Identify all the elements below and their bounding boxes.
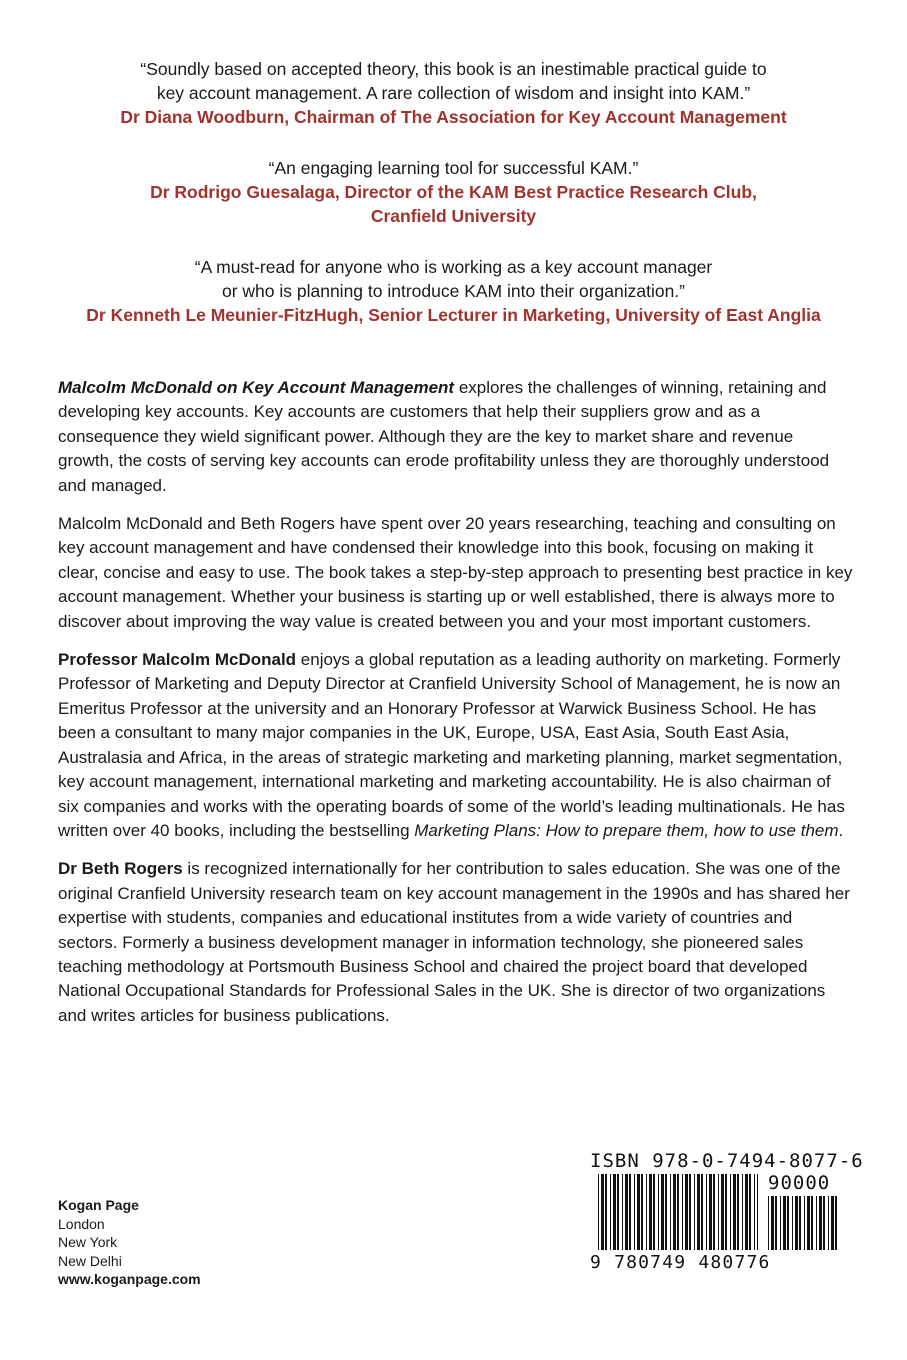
blurb-body: [58, 376, 853, 1042]
barcode-bar: [807, 1196, 810, 1250]
quote-3-line-1: “A must-read for anyone who is working as a key account manager: [194, 257, 713, 277]
barcode-bar: [637, 1174, 640, 1250]
publisher-city: New York: [58, 1234, 118, 1250]
barcode-bar: [713, 1174, 715, 1250]
publisher-city: New Delhi: [58, 1252, 122, 1269]
publisher-website[interactable]: www.koganpage.com: [58, 1271, 201, 1287]
book-title: Malcolm McDonald on Key Account Management: [58, 378, 455, 397]
blurb-paragraph-1-text: explores the challenges of winning, retaining and developing key accounts. Key accounts are customers that help their suppliers grow and as a consequence they wield significant power. Although they are the key to market share and revenue growth, the costs of serving key accounts can erode profitability unless they are thoroughly understood and managed.: [58, 378, 830, 495]
quote-1: [0, 57, 907, 129]
barcode-bar: [804, 1196, 805, 1250]
author-bio-mcdonald: [58, 648, 853, 843]
barcode-bar: [634, 1174, 635, 1250]
publisher-block: [58, 1196, 201, 1289]
barcode-bar: [685, 1174, 688, 1250]
barcode-bar: [605, 1174, 607, 1250]
quote-3: [0, 255, 907, 327]
barcode-bar: [811, 1196, 813, 1250]
barcode-bar: [649, 1174, 652, 1250]
barcode-bar: [725, 1174, 727, 1250]
blurb-paragraph-2: Malcolm McDonald and Beth Rogers have spent over 20 years researching, teaching and consulting on key account management and have condensed their knowledge into this book, focusing on making it clear, concise and easy to use. The book takes a step-by-step approach to presenting best practice in key account management. Whether your business is starting up or well established, there is always more to discover about improving the way value is created between you and your most important customers.: [58, 514, 853, 631]
barcode-bar: [625, 1174, 628, 1250]
barcode-bar: [819, 1196, 822, 1250]
quote-1-attribution: Dr Diana Woodburn, Chairman of The Association for Key Account Management: [120, 107, 787, 127]
barcode-bar: [742, 1174, 743, 1250]
barcode-bar: [792, 1196, 793, 1250]
barcode-bar: [658, 1174, 659, 1250]
barcode-bar: [771, 1196, 774, 1250]
barcode-bar: [831, 1196, 834, 1250]
barcode-bar: [673, 1174, 676, 1250]
barcode-bar: [828, 1196, 829, 1250]
author-bio-mcdonald-text: enjoys a global reputation as a leading authority on marketing. Formerly Professor of Marketing and Deputy Director at Cranfield University School of Management, he is now an Emeritus Professor at the university and an Honorary Professor at Warwick Business School. He has been a consultant to many major companies in the UK, Europe, USA, East Asia, South East Asia, Australasia and Africa, in the areas of strategic marketing and marketing planning, market segmentation, key account management, international marketing and marketing accountability. He is also chairman of six companies and works with the operating boards of some of the world’s leading multinationals. He has written over 40 books, including the bestselling: [58, 650, 845, 840]
barcode-bar: [682, 1174, 683, 1250]
barcode-bar: [622, 1174, 623, 1250]
publisher-city: London: [58, 1215, 105, 1232]
barcode-bar: [689, 1174, 691, 1250]
quote-2: [0, 156, 907, 228]
barcode-bar: [795, 1196, 798, 1250]
barcode-bar: [653, 1174, 655, 1250]
barcode-bar: [718, 1174, 719, 1250]
bestselling-book-title: Marketing Plans: How to prepare them, how to use them: [414, 820, 839, 840]
barcode-bar: [661, 1174, 664, 1250]
barcode-bar: [775, 1196, 777, 1250]
barcode-bar: [757, 1174, 758, 1250]
barcode-bar: [677, 1174, 679, 1250]
barcode-bar: [733, 1174, 736, 1250]
isbn-barcode: [590, 1150, 864, 1275]
barcode-bar: [641, 1174, 643, 1250]
barcode-bar: [783, 1196, 786, 1250]
quote-1-line-2: key account management. A rare collection of wisdom and insight into KAM.”: [156, 83, 751, 103]
publisher-name: Kogan Page: [58, 1197, 139, 1213]
author-name-mcdonald: Professor Malcolm McDonald: [58, 650, 297, 670]
barcode-bar: [601, 1174, 604, 1250]
barcode-bar: [787, 1196, 789, 1250]
barcode-bar: [816, 1196, 817, 1250]
barcode-bar: [823, 1196, 825, 1250]
author-bio-rogers-text: is recognized internationally for her contribution to sales education. She was one of the original Cranfield University research team on key account management in the 1990s and has shared her expertise with students, companies and educational institutes from a wide variety of countries and sectors. Formerly a business development manager in information technology, she pioneered sales teaching methodology at Portsmouth Business School and chaired the project board that developed National Occupational Standards for Professional Sales in the UK. She is director of two organizations and writes articles for business publications.: [58, 859, 850, 1025]
barcode-bar: [730, 1174, 731, 1250]
quote-2-line-1: “An engaging learning tool for successful KAM.”: [268, 158, 639, 178]
barcode-bar: [835, 1196, 837, 1250]
barcode-bar: [768, 1196, 769, 1250]
price-code: 90000: [768, 1172, 831, 1194]
quote-1-line-1: “Soundly based on accepted theory, this book is an inestimable practical guide to: [140, 59, 767, 79]
barcode-bar: [754, 1174, 755, 1250]
barcode-bar: [749, 1174, 751, 1250]
barcode-bar: [617, 1174, 619, 1250]
barcode-bar: [646, 1174, 647, 1250]
author-bio-mcdonald-end: .: [838, 820, 844, 840]
barcode-bar: [737, 1174, 739, 1250]
barcode-bar: [709, 1174, 712, 1250]
barcode-bar: [613, 1174, 616, 1250]
barcode-bar: [780, 1196, 781, 1250]
isbn-label: ISBN 978-0-7494-8077-6: [590, 1150, 864, 1172]
barcode-bar: [706, 1174, 707, 1250]
barcode-bar: [745, 1174, 748, 1250]
barcode-bar: [610, 1174, 611, 1250]
barcode-bar: [799, 1196, 801, 1250]
barcode-bar: [694, 1174, 695, 1250]
quote-3-attribution: Dr Kenneth Le Meunier-FitzHugh, Senior Lecturer in Marketing, University of East Anglia: [86, 305, 821, 325]
quote-2-attribution-line-2: Cranfield University: [370, 206, 537, 226]
ean-digits: 9 780749 480776: [590, 1252, 771, 1273]
author-name-rogers: Dr Beth Rogers: [58, 859, 183, 879]
barcode-bar: [697, 1174, 700, 1250]
barcode-bar: [701, 1174, 703, 1250]
blurb-paragraph-1: [58, 376, 853, 498]
barcode-bar: [629, 1174, 631, 1250]
barcode-bar: [670, 1174, 671, 1250]
barcode-bar: [598, 1174, 599, 1250]
quote-3-line-2: or who is planning to introduce KAM into their organization.”: [221, 281, 686, 301]
quote-2-attribution-line-1: Dr Rodrigo Guesalaga, Director of the KAM Best Practice Research Club,: [150, 182, 757, 202]
barcode-bar: [665, 1174, 667, 1250]
barcode-bar: [721, 1174, 724, 1250]
author-bio-rogers: [58, 857, 853, 1028]
